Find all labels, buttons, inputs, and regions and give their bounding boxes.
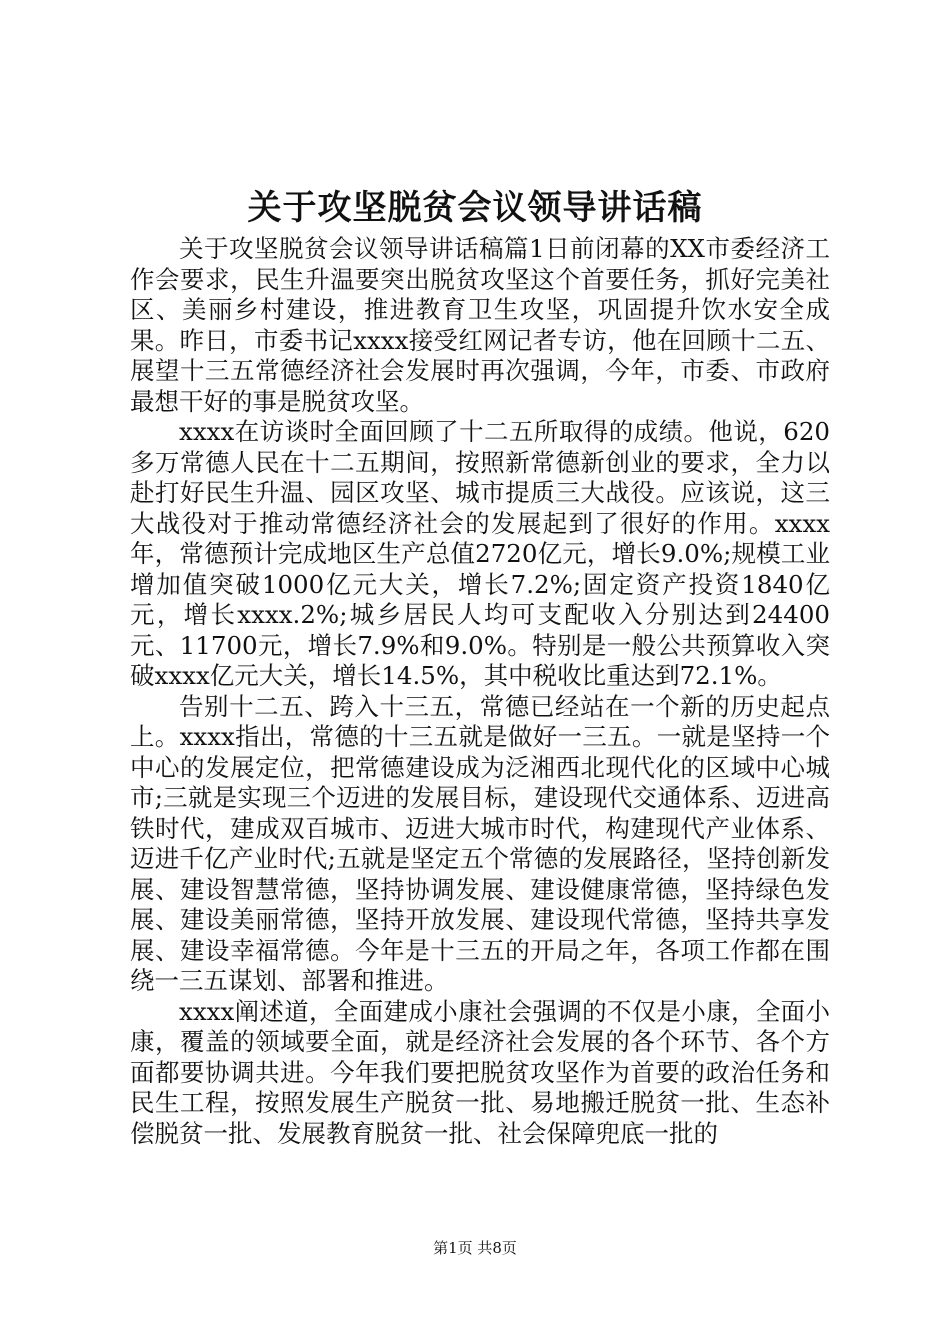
document-title: 关于攻坚脱贫会议领导讲话稿 <box>247 188 703 228</box>
paragraph: 告别十二五、跨入十三五，常德已经站在一个新的历史起点上。xxxx指出，常德的十三五就是做好一三五。一就是坚持一个中心的发展定位，把常德建设成为泛湘西北现代化的区域中心城市;三就是实现三个迈进的发展目标，建设现代交通体系、迈进高铁时代，建成双百城市、迈进大城市时代，构建现代产业体系、迈进千亿产业时代;五就是坚定五个常德的发展路径，坚持创新发展、建设智慧常德，坚持协调发展、建设健康常德，坚持绿色发展、建设美丽常德，坚持开放发展、建设现代常德，坚持共享发展、建设幸福常德。今年是十三五的开局之年，各项工作都在围绕一三五谋划、部署和推进。 <box>130 691 830 995</box>
document-body <box>130 234 830 1149</box>
paragraph: xxxx在访谈时全面回顾了十二五所取得的成绩。他说，620多万常德人民在十二五期间，按照新常德新创业的要求，全力以赴打好民生升温、园区攻坚、城市提质三大战役。应该说，这三大战役对于推动常德经济社会的发展起到了很好的作用。xxxx年，常德预计完成地区生产总值2720亿元，增长9.0%;规模工业增加值突破1000亿元大关，增长7.2%;固定资产投资1840亿元，增长xxxx.2%;城乡居民人均可支配收入分别达到24400元、11700元，增长7.9%和9.0%。特别是一般公共预算收入突破xxxx亿元大关，增长14.5%，其中税收比重达到72.1%。 <box>130 417 830 690</box>
paragraph: 关于攻坚脱贫会议领导讲话稿篇1日前闭幕的XX市委经济工作会要求，民生升温要突出脱贫攻坚这个首要任务，抓好完美社区、美丽乡村建设，推进教育卫生攻坚，巩固提升饮水安全成果。昨日，市委书记xxxx接受红网记者专访，他在回顾十二五、展望十三五常德经济社会发展时再次强调，今年，市委、市政府最想干好的事是脱贫攻坚。 <box>130 234 830 416</box>
page-number: 第1页 共8页 <box>433 1239 517 1257</box>
paragraph: xxxx阐述道，全面建成小康社会强调的不仅是小康，全面小康，覆盖的领域要全面，就是经济社会发展的各个环节、各个方面都要协调共进。今年我们要把脱贫攻坚作为首要的政治任务和民生工程，按照发展生产脱贫一批、易地搬迁脱贫一批、生态补偿脱贫一批、发展教育脱贫一批、社会保障兜底一批的 <box>130 996 830 1148</box>
